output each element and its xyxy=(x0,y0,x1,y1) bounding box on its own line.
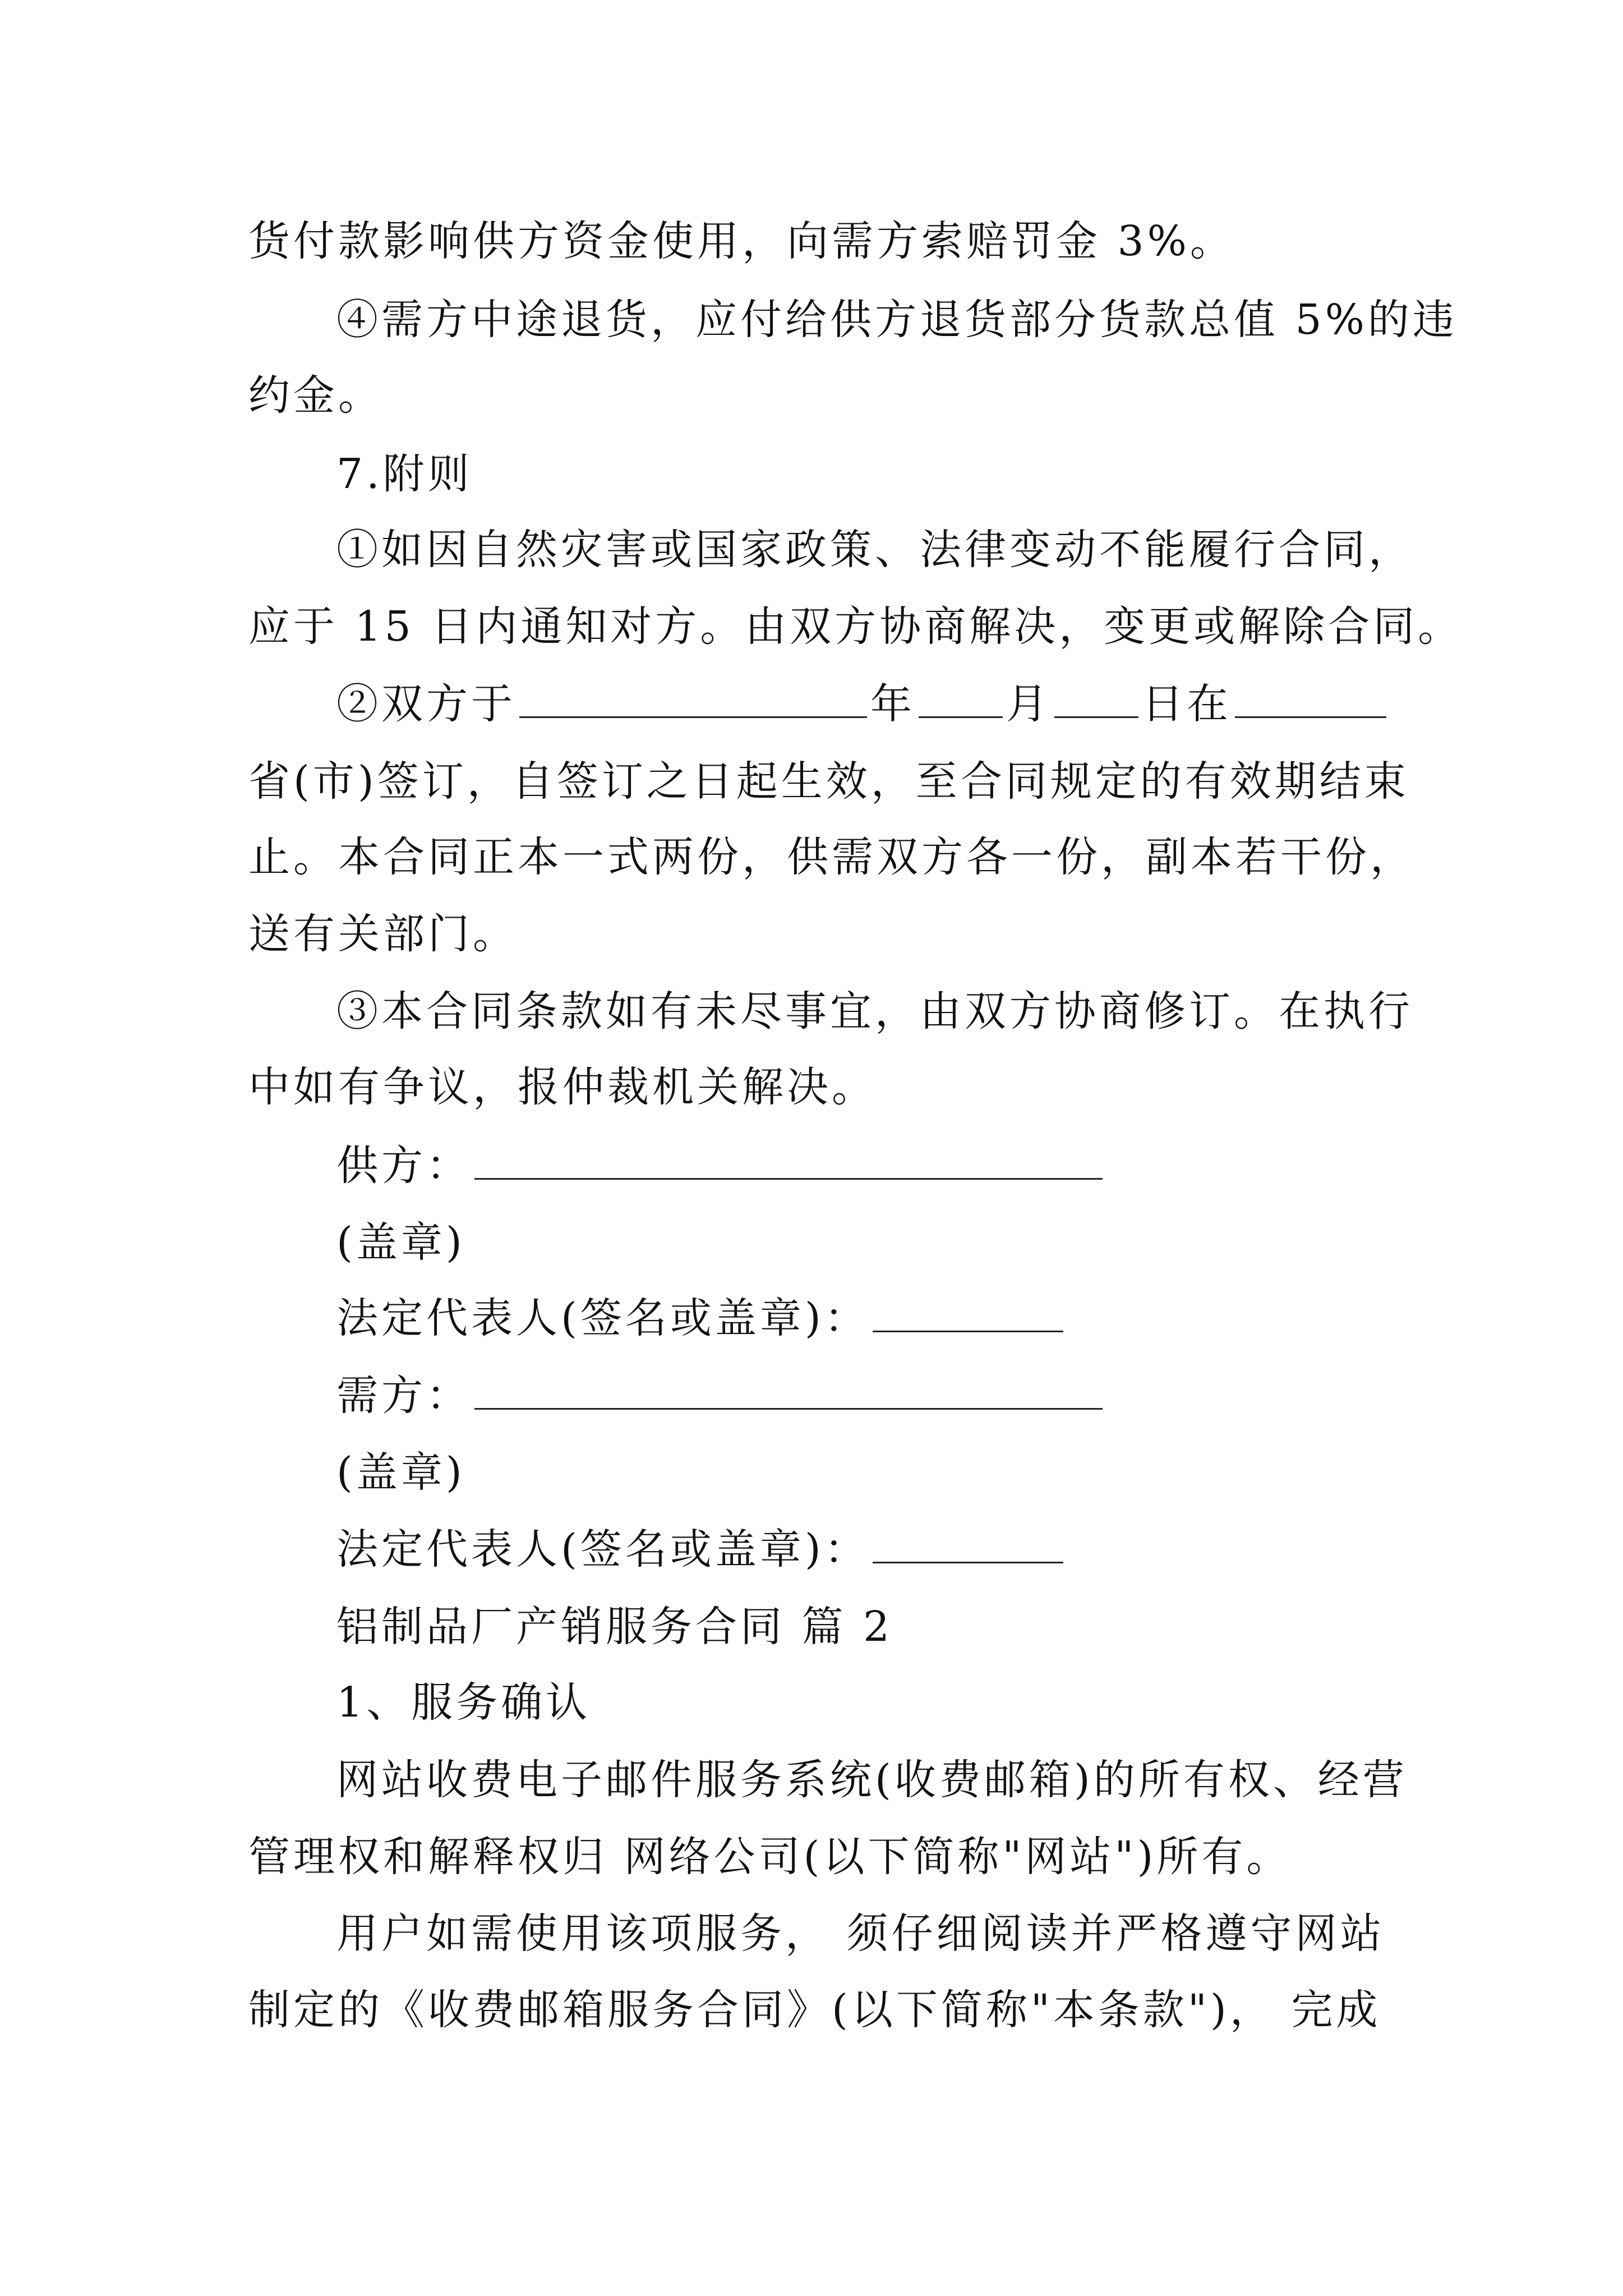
text-line: 货付款影响供方资金使用，向需方索赔罚金 3%。 xyxy=(248,217,1235,265)
text-line: 用户如需使用该项服务， 须仔细阅读并严格遵守网站 xyxy=(336,1910,1385,1958)
buyer-blank xyxy=(474,1373,1103,1410)
text-line: 网站收费电子邮件服务系统(收费邮箱)的所有权、经营 xyxy=(336,1756,1408,1804)
supplier-blank xyxy=(474,1143,1103,1180)
text-line: 管理权和解释权归 网络公司(以下简称"网站")所有。 xyxy=(248,1833,1292,1881)
section-heading: 7.附则 xyxy=(336,450,473,498)
legal-rep-blank xyxy=(873,1527,1063,1563)
text-line: ①如因自然灾害或国家政策、法律变动不能履行合同， xyxy=(336,526,1413,574)
blank-date-field xyxy=(519,682,867,718)
legal-rep-line xyxy=(336,1521,1402,1577)
section-heading: 1、服务确认 xyxy=(336,1678,591,1727)
text-fragment: 月 xyxy=(1006,680,1051,728)
text-line: 送有关部门。 xyxy=(248,910,518,958)
text-line: 约金。 xyxy=(248,371,383,420)
text-line: 省(市)签订，自签订之日起生效，至合同规定的有效期结束 xyxy=(248,757,1409,806)
buyer-label: 需方： xyxy=(336,1372,471,1420)
text-line: ④需方中途退货，应付给供方退货部分货款总值 5%的违 xyxy=(336,296,1458,344)
text-line: 止。本合同正本一式两份，供需双方各一份，副本若干份， xyxy=(248,833,1415,881)
text-line: 应于 15 日内通知对方。由双方协商解决，变更或解除合同。 xyxy=(248,602,1463,651)
text-line: 中如有争议，报仲裁机关解决。 xyxy=(248,1063,877,1111)
section-title: 铝制品厂产销服务合同 篇 2 xyxy=(336,1603,893,1651)
buyer-line xyxy=(336,1368,1402,1424)
legal-rep-label: 法定代表人(签名或盖章)： xyxy=(336,1525,869,1573)
text-fragment: 年 xyxy=(870,680,915,728)
text-fragment: ②双方于 xyxy=(336,680,516,728)
seal-note: (盖章) xyxy=(336,1218,465,1267)
text-fragment: 日在 xyxy=(1142,680,1232,728)
legal-rep-label: 法定代表人(签名或盖章)： xyxy=(336,1294,869,1342)
text-line: ③本合同条款如有未尽事宜，由双方协商修订。在执行 xyxy=(336,987,1413,1036)
seal-note: (盖章) xyxy=(336,1448,465,1497)
legal-rep-line xyxy=(336,1290,1402,1346)
blank-month-field xyxy=(919,682,1003,718)
text-line: 制定的《收费邮箱服务合同》(以下简称"本条款")， 完成 xyxy=(248,1986,1381,2034)
supplier-line xyxy=(336,1138,1402,1194)
legal-rep-blank xyxy=(873,1296,1063,1332)
supplier-label: 供方： xyxy=(336,1142,471,1190)
blank-place-field xyxy=(1235,682,1386,718)
date-location-line xyxy=(336,676,1402,732)
blank-day-field xyxy=(1054,682,1138,718)
